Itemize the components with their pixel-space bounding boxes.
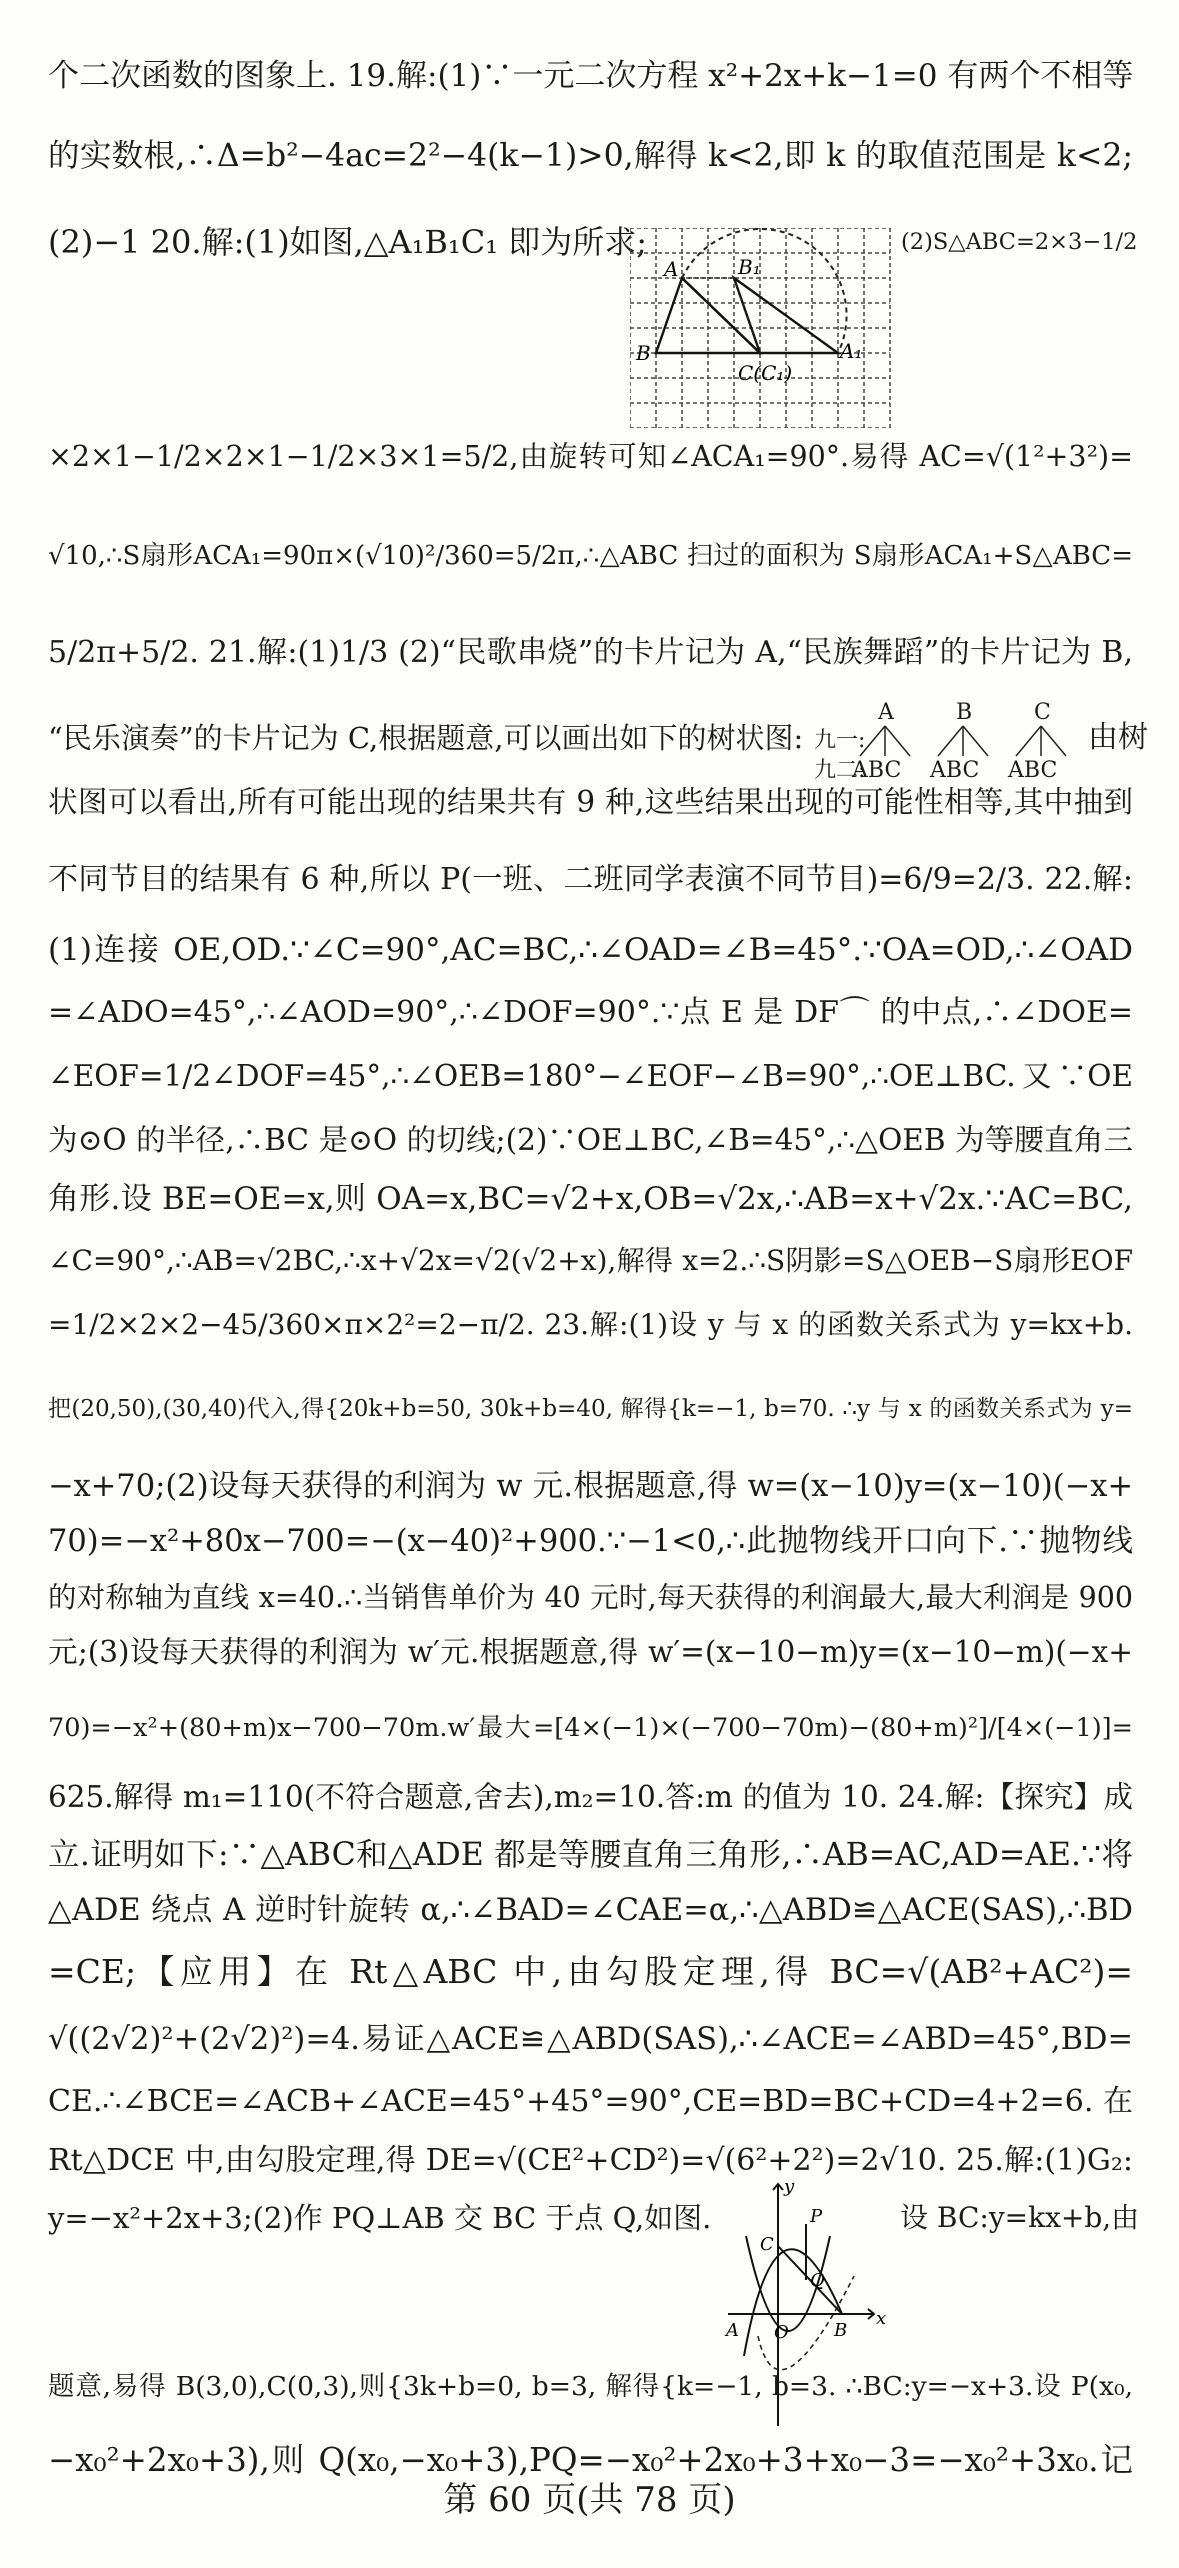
label-x: x: [876, 2308, 887, 2329]
text-line: CE.∴∠BCE=∠ACB+∠ACE=45°+45°=90°,CE=BD=BC+CD=4+2=6.在: [48, 2084, 1133, 2119]
text-line: △ADE 绕点 A 逆时针旋转 α,∴∠BAD=∠CAE=α,∴△ABD≌△ACE(SAS),∴BD: [48, 1893, 1133, 1928]
text-line: 的实数根,∴Δ=b²−4ac=2²−4(k−1)>0,解得 k<2,即 k 的取值范围是 k<2;: [48, 138, 1133, 174]
text-line: Rt△DCE 中,由勾股定理,得 DE=√(CE²+CD²)=√(6²+2²)=2√10. 25.解:(1)G₂:: [48, 2143, 1133, 2178]
label-a: A: [664, 257, 679, 281]
text-line: “民乐演奏”的卡片记为 C,根据题意,可以画出如下的树状图:: [48, 721, 804, 755]
label-b: B: [636, 341, 651, 365]
text-line: =∠ADO=45°,∴∠AOD=90°,∴∠DOF=90°.∵点 E 是 DF⌒ 的中点,∴∠DOE=: [48, 995, 1133, 1030]
text-line: 625.解得 m₁=110(不符合题意,舍去),m₂=10.答:m 的值为 10. 24.解:【探究】成: [48, 1780, 1133, 1814]
tree-branches: [854, 724, 1084, 758]
tree-root-a: A: [878, 700, 894, 725]
text-line: 个二次函数的图象上. 19.解:(1)∵一元二次方程 x²+2x+k−1=0 有两个不相等: [48, 58, 1134, 94]
text-line: =1/2×2×2−45/360×π×2²=2−π/2. 23.解:(1)设 y 与 x 的函数关系式为 y=kx+b.: [48, 1308, 1133, 1341]
label-b: B: [834, 2320, 848, 2341]
tree-level-1-label: 九一:: [814, 728, 866, 753]
text-line: =CE;【应用】在 Rt△ABC 中,由勾股定理,得 BC=√(AB²+AC²)=: [48, 1952, 1133, 1991]
text-line: 元;(3)设每天获得的利润为 w′元.根据题意,得 w′=(x−10−m)y=(x−10−m)(−x+: [48, 1635, 1133, 1669]
text-line: √((2√2)²+(2√2)²)=4.易证△ACE≌△ABD(SAS),∴∠ACE=∠ABD=45°,BD=: [48, 2022, 1133, 2057]
text-line: ∠EOF=1/2∠DOF=45°,∴∠OEB=180°−∠EOF−∠B=90°,∴OE⊥BC.又∵OE: [48, 1059, 1133, 1093]
rotation-arc: [682, 229, 847, 353]
label-a1: A₁: [840, 339, 863, 363]
page-footer: 第 60 页(共 78 页): [443, 2480, 736, 2520]
tree-leaves-a: ABC: [852, 758, 902, 783]
text-line: 为⊙O 的半径,∴BC 是⊙O 的切线;(2)∵OE⊥BC,∠B=45°,∴△OEB 为等腰直角三: [48, 1123, 1133, 1157]
text-line: 题意,易得 B(3,0),C(0,3),则{3k+b=0, b=3, 解得{k=−1, b=3. ∴BC:y=−x+3.设 P(x₀,: [48, 2371, 1133, 2402]
text-line: −x₀²+2x₀+3),则 Q(x₀,−x₀+3),PQ=−x₀²+2x₀+3+x₀−3=−x₀²+3x₀.记: [48, 2441, 1133, 2479]
text-line: √10,∴S扇形ACA₁=90π×(√10)²/360=5/2π,∴△ABC 扫过的面积为 S扇形ACA₁+S△ABC=: [48, 541, 1133, 571]
label-p: P: [810, 2206, 823, 2227]
text-line: ∠C=90°,∴AB=√2BC,∴x+√2x=√2(√2+x),解得 x=2.∴S阴影=S△OEB−S扇形EOF: [48, 1244, 1133, 1277]
text-line: 70)=−x²+(80+m)x−700−70m.w′最大=[4×(−1)×(−700−70m)−(80+m)²]/[4×(−1)]=: [48, 1713, 1133, 1743]
tree-diagram: [814, 700, 1084, 783]
text-line: (2)−1 20.解:(1)如图,△A₁B₁C₁ 即为所求;: [48, 223, 648, 261]
text-line: 状图可以看出,所有可能出现的结果共有 9 种,这些结果出现的可能性相等,其中抽到: [48, 785, 1133, 819]
tree-level-2-label: 九二:: [814, 758, 866, 783]
label-c-c1: C(C₁): [738, 361, 793, 385]
text-line: 把(20,50),(30,40)代入,得{20k+b=50, 30k+b=40, 解得{k=−1, b=70. ∴y 与 x 的函数关系式为 y=: [48, 1396, 1133, 1422]
text-line: 5/2π+5/2. 21.解:(1)1/3 (2)“民歌串烧”的卡片记为 A,“民族舞蹈”的卡片记为 B,: [48, 635, 1133, 670]
tree-root-b: B: [956, 700, 973, 725]
text-line: 设 BC:y=kx+b,由: [900, 2201, 1140, 2234]
text-line: y=−x²+2x+3;(2)作 PQ⊥AB 交 BC 于点 Q,如图.: [48, 2201, 712, 2235]
tree-leaves-b: ABC: [930, 758, 980, 783]
text-line: 角形.设 BE=OE=x,则 OA=x,BC=√2+x,OB=√2x,∴AB=x+√2x.∵AC=BC,: [48, 1181, 1133, 1217]
rotation-grid-figure: [630, 228, 892, 428]
text-line: ×2×1−1/2×2×1−1/2×3×1=5/2,由旋转可知∠ACA₁=90°.易得 AC=√(1²+3²)=: [48, 440, 1133, 473]
text-line: 70)=−x²+80x−700=−(x−40)²+900.∵−1<0,∴此抛物线开口向下.∵抛物线: [48, 1524, 1133, 1559]
text-line: 不同节目的结果有 6 种,所以 P(一班、二班同学表演不同节目)=6/9=2/3. 22.解:: [48, 862, 1133, 897]
tree-leaves-c: ABC: [1008, 758, 1058, 783]
tree-root-c: C: [1034, 700, 1051, 725]
text-line: 的对称轴为直线 x=40.∴当销售单价为 40 元时,每天获得的利润最大,最大利润是 900: [48, 1581, 1133, 1614]
label-b1: B₁: [738, 255, 761, 279]
text-line: −x+70;(2)设每天获得的利润为 w 元.根据题意,得 w=(x−10)y=(x−10)(−x+: [48, 1469, 1133, 1504]
text-line: 立.证明如下:∵△ABC和△ADE 都是等腰直角三角形,∴AB=AC,AD=AE.∵将: [48, 1837, 1133, 1873]
text-line: 由树: [1088, 720, 1148, 755]
text-line: (2)S△ABC=2×3−1/2: [901, 229, 1138, 255]
label-q: Q: [810, 2270, 825, 2291]
label-a: A: [726, 2320, 739, 2341]
label-o: O: [774, 2322, 789, 2343]
label-c: C: [760, 2234, 774, 2255]
label-y: y: [784, 2176, 795, 2197]
text-line: (1)连接 OE,OD.∵∠C=90°,AC=BC,∴∠OAD=∠B=45°.∵OA=OD,∴∠OAD: [48, 932, 1133, 968]
